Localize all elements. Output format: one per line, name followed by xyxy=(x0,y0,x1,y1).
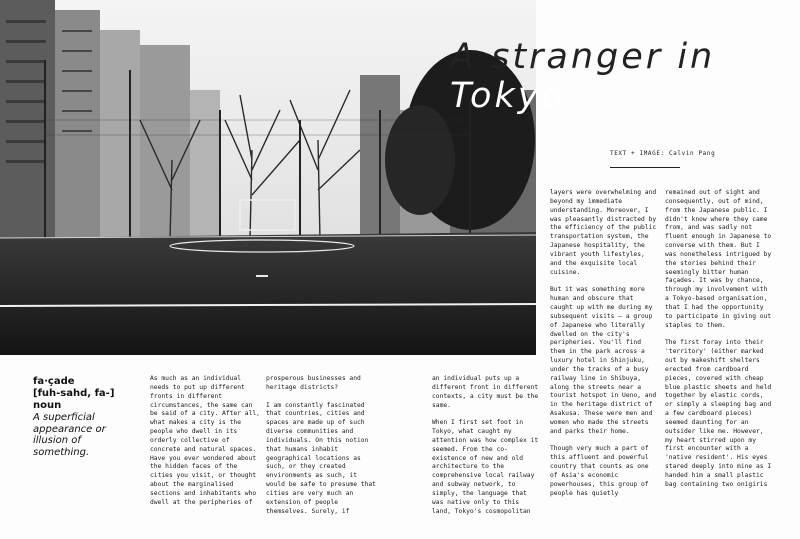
article-title xyxy=(450,38,790,116)
title-line2: Tokyo xyxy=(450,76,566,116)
definition-part-of-speech: noun xyxy=(33,400,62,411)
body-column-4: layers were overwhelming and beyond my immediate understanding. Moreover, I was pleasantly distracted by the efficiency of the public transportation system, the Japanese hospitality, the vibrant youth lifestyles, and the exquisite local cuisine. But it was something more human and obscure that caught up with me during my subsequent visits – a group of Japanese who literally dwelled on the city's peripheries. You'll find them in the park across a luxury hotel in Shinjuku, under the tracks of a busy railway line in Shibuya, along the streets near a tourist hotspot in Ueno, and in the heritage district of Asakusa. These were men and women who made the streets and parks their home. Though very much a part of this affluent and powerful country that counts as one of Asia's economic powerhouses, this group of people has quietly xyxy=(550,189,657,497)
definition-meaning: A superficial appearance or illusion of something. xyxy=(33,412,106,458)
body-column-5: remained out of sight and consequently, out of mind, from the Japanese public. I didn't know where they came from, and was sadly not fluent enough in Japanese to converse with them. But I was nonetheless intrigued by the stories behind their seemingly bitter human façades. It was by chance, through my involvement with a Tokyo-based organisation, that I had the opportunity to participate in giving out staples to them. The first foray into their 'territory' (either marked out by makeshift shelters erected from cardboard pieces, covered with cheap blue plastic sheets and held together by elastic cords, or simply a sleeping bag and a few cardboard pieces) seemed daunting for an outsider like me. However, my heart stirred upon my first encounter with a 'native resident'. His eyes stared deeply into mine as I handed him a small plastic bag containing two onigiris xyxy=(665,189,772,488)
definition-pronunciation: [fuh-sahd, fa-] xyxy=(33,388,115,399)
body-column-2: prosperous businesses and heritage districts? I am constantly fascinated that countries, cities and spaces are made up of such diverse communities and individuals. On this notion that humans inhabit geographical locations as such, or they created environments as such, it would be safe to presume that cities are very much an extension of people themselves. Surely, if xyxy=(266,375,376,515)
definition-word: fa·çade xyxy=(33,376,75,387)
body-column-1: As much as an individual needs to put up different fronts in different circumstances, the same can be said of a city. After all, what makes a city is the people who dwell in its orderly collective of concrete and natural spaces. Have you ever wondered about the hidden faces of the cities you visit, or thought about the marginalised sections and inhabitants who dwell at the peripheries of xyxy=(150,375,260,506)
body-column-3: an individual puts up a different front in different contexts, a city must be the same. When I first set foot in Tokyo, what caught my attention was how complex it seemed. From the co-existence of new and old architecture to the comprehensive local railway and subway network, to simply, the language that was native only to this land, Tokyo's cosmopolitan xyxy=(432,375,539,515)
byline-rule xyxy=(610,167,680,168)
title-line1-b: stranger in xyxy=(491,37,716,77)
byline: TEXT + IMAGE: Calvin Pang xyxy=(610,150,716,157)
title-line1-a: A xyxy=(450,37,492,77)
